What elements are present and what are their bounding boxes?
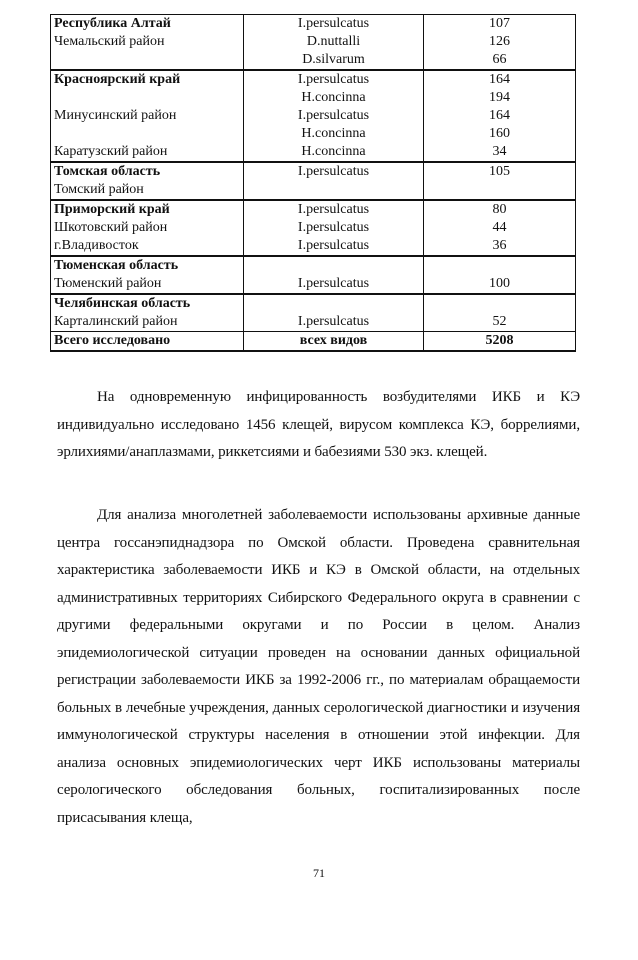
species-cell: I.persulcatus bbox=[244, 162, 424, 181]
species-cell bbox=[244, 294, 424, 313]
paragraph-2: Для анализа многолетней заболеваемости использованы архивные данные центра госсанэпиднадзора по Омской области. Проведена сравнительная характеристика заболеваемости ИКБ и КЭ в Омской области, на отдельных административных территориях Сибирского Федерального округа в сравнении с другими федеральными округами и по России в целом. Анализ эпидемиологической ситуации проведен на основании данных официальной регистрации заболеваемости ИКБ за 1992-2006 гг., по материалам обращаемости больных в лечебные учреждения, данных серологической диагностики и изучения иммунологической структуры населения в отношении этой инфекции. Для анализа основных эпидемиологических черт ИКБ использованы материалы серологического обследования больных, госпитализированных после присасывания клеща, bbox=[57, 507, 580, 826]
count-cell: 164 bbox=[424, 70, 576, 89]
region-cell bbox=[51, 89, 244, 107]
count-cell: 164 bbox=[424, 107, 576, 125]
count-cell: 66 bbox=[424, 51, 576, 70]
table-row bbox=[51, 15, 576, 34]
page-number: 71 bbox=[313, 866, 325, 880]
species-cell: I.persulcatus bbox=[244, 107, 424, 125]
count-cell bbox=[424, 181, 576, 200]
table-row bbox=[51, 70, 576, 89]
paragraph-1: На одновременную инфицированность возбудителями ИКБ и КЭ индивидуально исследовано 1456 клещей, вирусом комплекса КЭ, боррелиями, эрлихиями/анаплазмами, риккетсиями и бабезиями 530 экз. клещей. bbox=[57, 389, 580, 460]
count-cell: 34 bbox=[424, 143, 576, 162]
table-row bbox=[51, 275, 576, 294]
table-total-row bbox=[51, 332, 576, 352]
region-cell: Шкотовский район bbox=[51, 219, 244, 237]
species-cell: D.silvarum bbox=[244, 51, 424, 70]
region-cell: Красноярский край bbox=[51, 70, 244, 89]
count-cell bbox=[424, 256, 576, 275]
region-cell: Челябинская область bbox=[51, 294, 244, 313]
table-row bbox=[51, 143, 576, 162]
table-row bbox=[51, 294, 576, 313]
count-cell: 80 bbox=[424, 200, 576, 219]
total-label: Всего исследовано bbox=[51, 332, 244, 352]
table-body bbox=[51, 15, 576, 352]
region-cell: Томская область bbox=[51, 162, 244, 181]
table-row bbox=[51, 200, 576, 219]
count-cell: 105 bbox=[424, 162, 576, 181]
species-cell: I.persulcatus bbox=[244, 313, 424, 332]
region-cell: Минусинский район bbox=[51, 107, 244, 125]
table-row bbox=[51, 162, 576, 181]
table-row bbox=[51, 125, 576, 143]
count-cell: 100 bbox=[424, 275, 576, 294]
species-cell: I.persulcatus bbox=[244, 237, 424, 256]
species-cell: I.persulcatus bbox=[244, 275, 424, 294]
table-row bbox=[51, 51, 576, 70]
region-cell bbox=[51, 125, 244, 143]
count-cell: 44 bbox=[424, 219, 576, 237]
total-species: всех видов bbox=[244, 332, 424, 352]
count-cell: 160 bbox=[424, 125, 576, 143]
table-row bbox=[51, 89, 576, 107]
table-row bbox=[51, 181, 576, 200]
species-cell: I.persulcatus bbox=[244, 200, 424, 219]
count-cell: 194 bbox=[424, 89, 576, 107]
count-cell: 52 bbox=[424, 313, 576, 332]
region-cell: г.Владивосток bbox=[51, 237, 244, 256]
count-cell: 107 bbox=[424, 15, 576, 34]
count-cell bbox=[424, 294, 576, 313]
species-cell: H.concinna bbox=[244, 125, 424, 143]
count-cell: 126 bbox=[424, 33, 576, 51]
species-cell: I.persulcatus bbox=[244, 15, 424, 34]
table-row bbox=[51, 107, 576, 125]
region-cell: Республика Алтай bbox=[51, 15, 244, 34]
region-cell: Тюменская область bbox=[51, 256, 244, 275]
region-cell: Чемальский район bbox=[51, 33, 244, 51]
species-cell bbox=[244, 181, 424, 200]
species-cell: I.persulcatus bbox=[244, 219, 424, 237]
species-cell bbox=[244, 256, 424, 275]
region-cell: Приморский край bbox=[51, 200, 244, 219]
region-cell: Тюменский район bbox=[51, 275, 244, 294]
tick-survey-table bbox=[50, 14, 576, 352]
total-count: 5208 bbox=[424, 332, 576, 352]
table-row bbox=[51, 256, 576, 275]
species-cell: D.nuttalli bbox=[244, 33, 424, 51]
table-row bbox=[51, 237, 576, 256]
table-row bbox=[51, 33, 576, 51]
region-cell: Карталинский район bbox=[51, 313, 244, 332]
species-cell: I.persulcatus bbox=[244, 70, 424, 89]
region-cell: Томский район bbox=[51, 181, 244, 200]
region-cell bbox=[51, 51, 244, 70]
species-cell: H.concinna bbox=[244, 89, 424, 107]
table-row bbox=[51, 313, 576, 332]
region-cell: Каратузский район bbox=[51, 143, 244, 162]
species-cell: H.concinna bbox=[244, 143, 424, 162]
count-cell: 36 bbox=[424, 237, 576, 256]
table-row bbox=[51, 219, 576, 237]
